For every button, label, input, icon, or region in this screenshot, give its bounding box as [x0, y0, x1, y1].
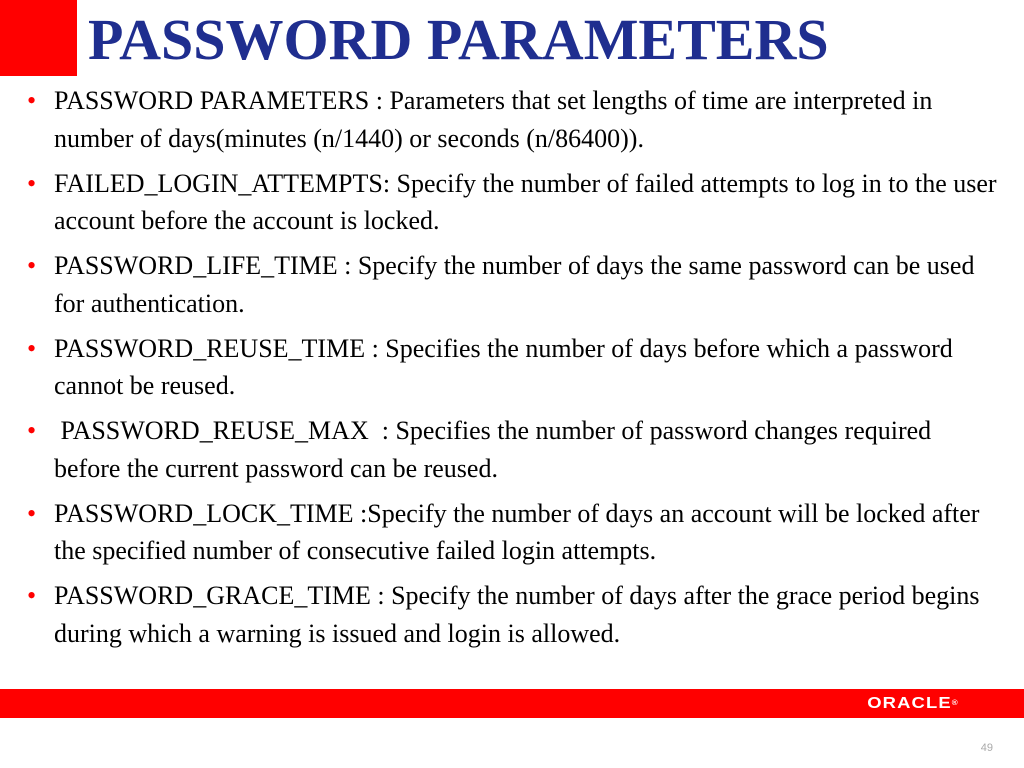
bullet-item: [24, 247, 999, 322]
bullet-text: PASSWORD PARAMETERS : Parameters that set lengths of time are interpreted in number of days(minutes (n/1440) or seconds (n/86400)).: [54, 86, 933, 153]
bullet-text: PASSWORD_REUSE_MAX : Specifies the number of password changes required before the current password can be reused.: [54, 416, 938, 483]
bullet-item: [24, 330, 999, 405]
bullet-marker: •: [27, 333, 37, 363]
footer-bar: [0, 689, 1024, 718]
bullet-marker: •: [27, 581, 37, 610]
bullet-marker: •: [27, 416, 37, 445]
bullet-marker: •: [27, 498, 37, 528]
bullet-item: [24, 577, 999, 652]
oracle-logo-text: ORACLE: [867, 695, 953, 712]
page-number: 49: [980, 742, 993, 754]
bullet-text: PASSWORD_GRACE_TIME : Specify the number of days after the grace period begins during which a warning is issued and login is allowed.: [54, 581, 980, 648]
oracle-logo: [867, 695, 958, 713]
slide-title: PASSWORD PARAMETERS: [88, 7, 829, 72]
bullet-marker: •: [27, 86, 37, 115]
bullet-list: [24, 82, 999, 660]
bullet-item: [24, 412, 999, 487]
registered-mark: ®: [952, 700, 958, 707]
bullet-text: FAILED_LOGIN_ATTEMPTS: Specify the number of failed attempts to log in to the user account before the account is locked.: [54, 168, 997, 235]
bullet-text: PASSWORD_REUSE_TIME : Specifies the number of days before which a password cannot be reused.: [54, 333, 953, 400]
bullet-marker: •: [27, 251, 37, 280]
bullet-marker: •: [27, 168, 37, 198]
bullet-item: [24, 82, 999, 157]
bullet-item: [24, 165, 999, 240]
corner-accent-block: [0, 0, 77, 76]
bullet-text: PASSWORD_LIFE_TIME : Specify the number of days the same password can be used for authentication.: [54, 251, 975, 318]
bullet-item: [24, 495, 999, 570]
bullet-text: PASSWORD_LOCK_TIME :Specify the number of days an account will be locked after the specified number of consecutive failed login attempts.: [54, 498, 980, 565]
